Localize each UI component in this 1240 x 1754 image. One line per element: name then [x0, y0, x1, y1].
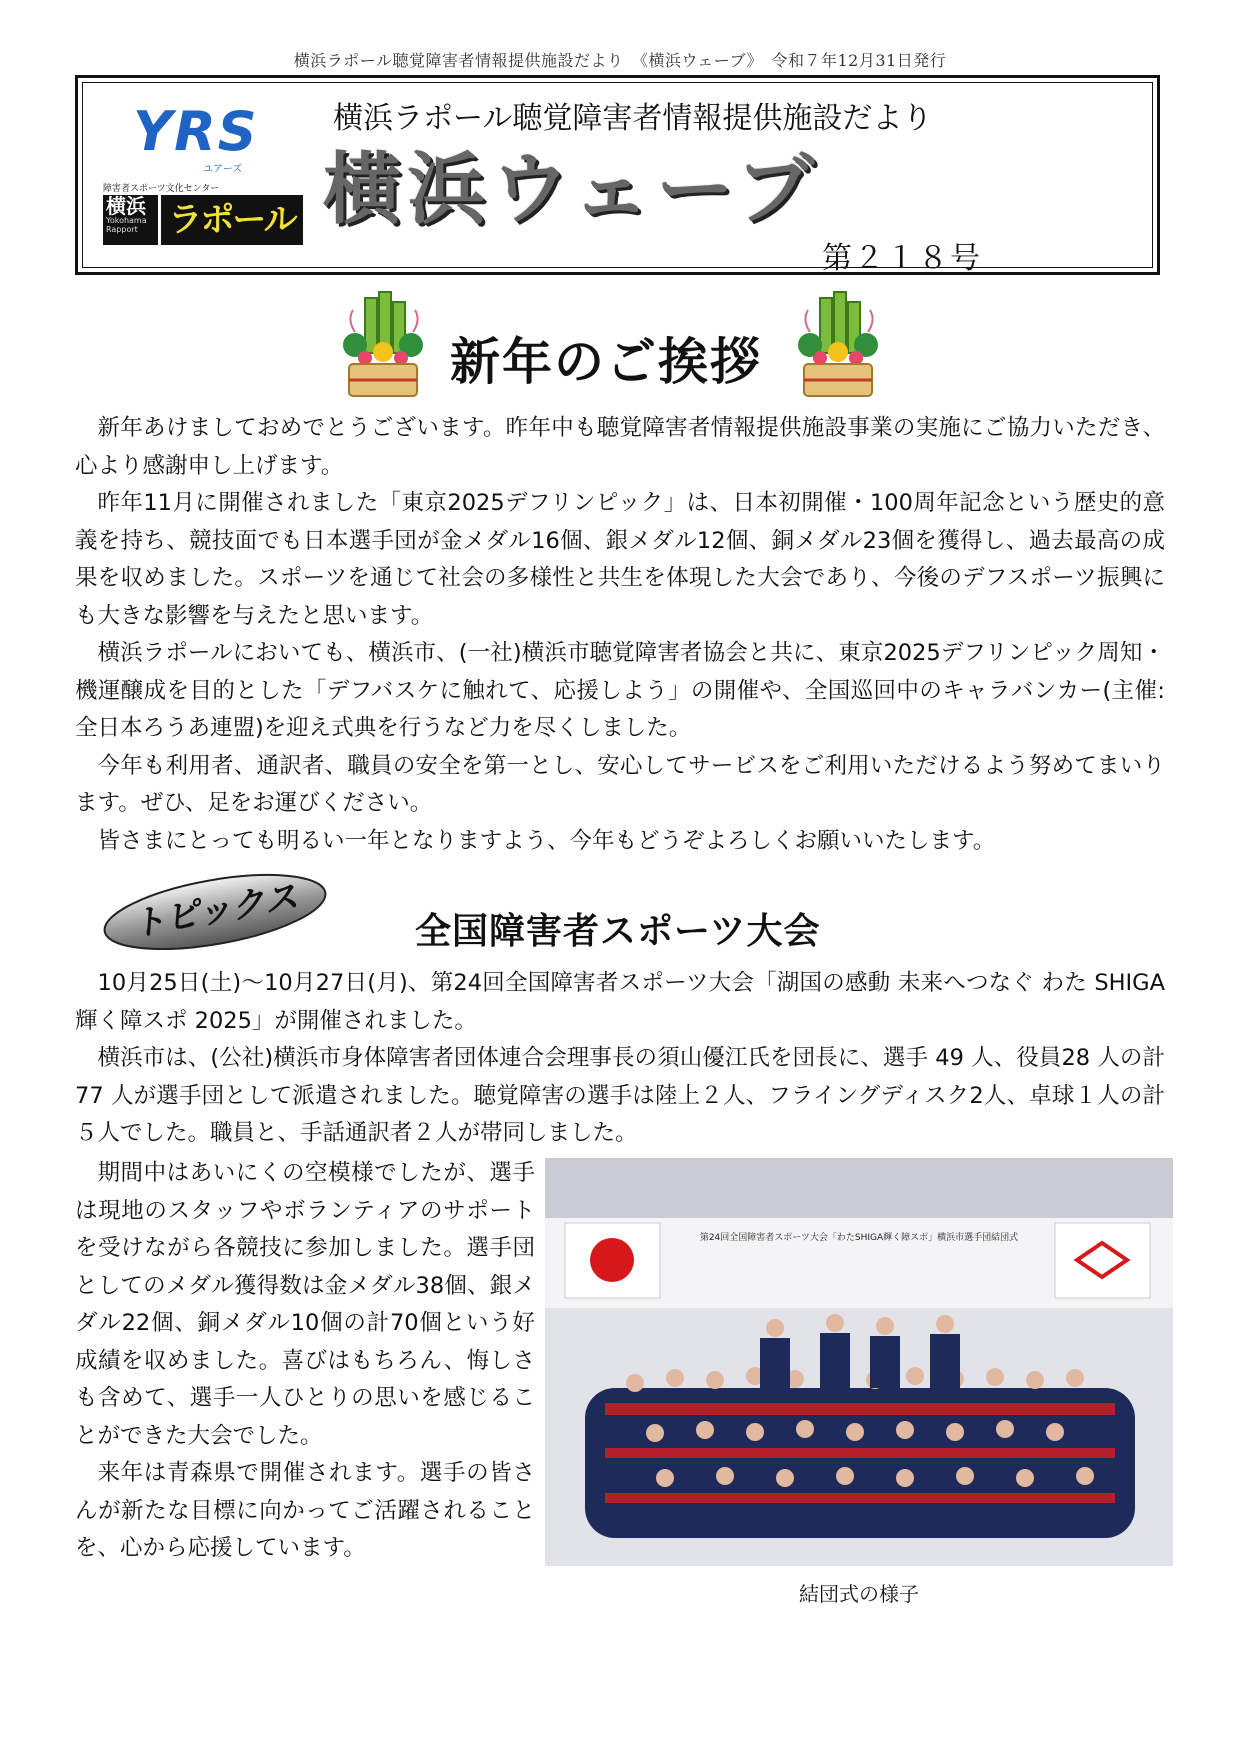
new-year-heading	[0, 290, 1240, 410]
running-header: 横浜ラポール聴覚障害者情報提供施設だより 《横浜ウェーブ》 令和７年12月31日発行	[293, 51, 947, 70]
org-title: 横浜ラポール聴覚障害者情報提供施設だより	[333, 101, 933, 136]
kadomatsu-icon	[790, 290, 885, 400]
topic-title: 全国障害者スポーツ大会	[415, 911, 821, 952]
rapport-logo-word: ラポール	[161, 195, 303, 245]
topic-body	[75, 965, 1165, 1153]
topics-badge-label: トピックス	[128, 876, 302, 946]
topic-left-column	[75, 1155, 535, 1568]
new-year-title: 新年のご挨拶	[450, 333, 762, 391]
yrs-logo-sub: ユアーズ	[203, 164, 243, 175]
topic-left-paragraph: 期間中はあいにくの空模様でしたが、選手は現地のスタッフやボランティアのサポートを受けながら各競技に参加しました。選手団としてのメダル獲得数は金メダル38個、銀メダル22個、銅メダル10個の計70個という好成績を収めました。喜びはもちろん、悔しさも含めて、選手一人ひとりの思いを感じることができた大会でした。	[75, 1160, 535, 1449]
rapport-box-sub: Yokohama Rapport	[106, 216, 147, 234]
topics-badge	[98, 870, 333, 950]
rapport-logo-box	[103, 195, 158, 245]
kadomatsu-icon	[335, 290, 430, 400]
issue-number: 第２１８号	[822, 241, 982, 276]
topic-left-paragraph: 来年は青森県で開催されます。選手の皆さんが新たな目標に向かってご活躍されることを、心から応援しています。	[75, 1460, 535, 1561]
new-year-paragraph: 新年あけましておめでとうございます。昨年中も聴覚障害者情報提供施設事業の実施にご協力いただき、心より感謝申し上げます。	[75, 415, 1165, 479]
yrs-logo	[133, 100, 273, 175]
japan-flag-icon	[590, 1238, 634, 1282]
rapport-logo	[103, 181, 303, 251]
rapport-logo-tag: 障害者スポーツ文化センター	[103, 184, 220, 194]
paper-title: 横浜ウェーブ	[323, 145, 820, 235]
new-year-paragraph: 昨年11月に開催されました「東京2025デフリンピック」は、日本初開催・100周年記念という歴史的意義を持ち、競技面でも日本選手団が金メダル16個、銀メダル12個、銅メダル23個を獲得し、過去最高の成果を収めました。スポーツを通じて社会の多様性と共生を体現した大会であり、今後のデフスポーツ振興にも大きな影響を与えたと思います。	[75, 490, 1165, 629]
yrs-logo-text: YRS	[133, 100, 259, 163]
topic-paragraph: 10月25日(土)～10月27日(月)、第24回全国障害者スポーツ大会「湖国の感動 未来へつなぐ わた SHIGA 輝く障スポ 2025」が開催されました。	[75, 970, 1165, 1034]
rapport-box-kanji: 横浜	[106, 194, 146, 218]
new-year-paragraph: 今年も利用者、通訳者、職員の安全を第一とし、安心してサービスをご利用いただけるよう努めてまいります。ぜひ、足をお運びください。	[75, 752, 1165, 816]
photo-banner-text: 第24回全国障害者スポーツ大会「わたSHIGA輝く障スポ」横浜市選手団結団式	[699, 1233, 1019, 1243]
new-year-paragraph: 横浜ラポールにおいても、横浜市、(一社)横浜市聴覚障害者協会と共に、東京2025デフリンピック周知・機運醸成を目的とした「デフバスケに触れて、応援しよう」の開催や、全国巡回中のキャラバンカー(主催:全日本ろうあ連盟)を迎え式典を行うなど力を尽くしました。	[75, 640, 1165, 741]
team-photo	[545, 1158, 1173, 1566]
masthead-inner-frame	[82, 82, 1153, 276]
new-year-paragraph: 皆さまにとっても明るい一年となりますよう、今年もどうぞよろしくお願いいたします。	[97, 827, 996, 854]
new-year-body	[75, 410, 1165, 860]
topic-paragraph: 横浜市は、(公社)横浜市身体障害者団体連合会理事長の須山優江氏を団長に、選手 49 人、役員28 人の計 77 人が選手団として派遣されました。聴覚障害の選手は陸上２人、フライングディスク2人、卓球１人の計５人でした。職員と、手話通訳者２人が帯同しました。	[75, 1045, 1165, 1146]
masthead	[75, 75, 1160, 275]
photo-caption: 結団式の様子	[799, 1582, 919, 1606]
